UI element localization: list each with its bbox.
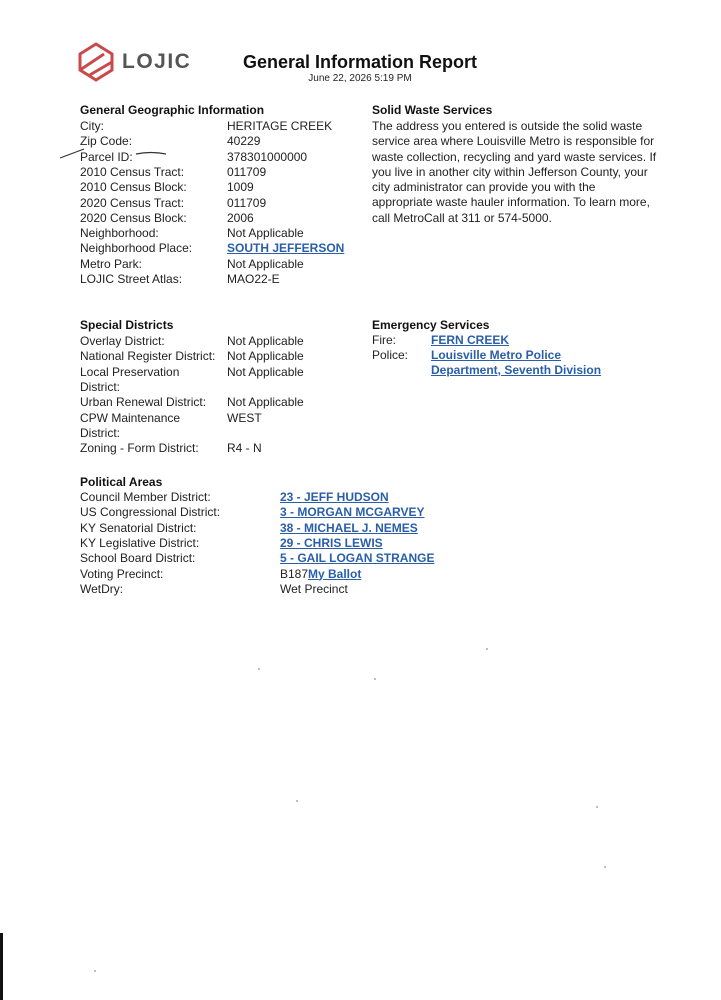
geo-row-value: MAO22-E <box>227 272 280 286</box>
geo-row-label: Neighborhood: <box>80 226 159 241</box>
geo-row-label: 2010 Census Block: <box>80 180 187 195</box>
geo-row-value: HERITAGE CREEK <box>227 119 333 133</box>
geographic-section-title: General Geographic Information <box>80 103 265 117</box>
scan-speck <box>94 970 96 972</box>
logo-text: LOJIC <box>122 50 192 73</box>
scan-speck <box>296 800 298 802</box>
political-row-link[interactable]: 38 - MICHAEL J. NEMES <box>280 520 418 535</box>
lojic-logo-icon <box>76 40 116 84</box>
political-areas-title: Political Areas <box>80 475 163 489</box>
geo-row-value: 2006 <box>227 210 254 225</box>
solid-waste-line: city administrator can provide you with the <box>372 180 596 195</box>
special-row-value: WEST <box>227 410 262 425</box>
political-row-label: US Congressional District: <box>80 505 221 520</box>
scan-speck <box>596 806 598 808</box>
report-title: General Information Report <box>242 52 478 72</box>
geo-row-link[interactable]: SOUTH JEFFERSON <box>227 241 345 256</box>
solid-waste-line: appropriate waste hauler information. To learn more, <box>372 195 650 210</box>
geo-row-label: 2020 Census Tract: <box>80 195 185 210</box>
special-row-value: R4 - N <box>227 441 262 456</box>
geo-row-value: Not Applicable <box>227 226 304 241</box>
special-row-value: Not Applicable <box>227 364 304 379</box>
scan-speck <box>374 678 376 680</box>
scan-speck <box>258 668 260 670</box>
fire-label: Fire: <box>372 333 396 347</box>
geo-row-label: Metro Park: <box>80 256 143 271</box>
scan-speck <box>604 866 606 868</box>
geo-row-label: Neighborhood Place: <box>80 241 193 256</box>
solid-waste-line: call MetroCall at 311 or 574-5000. <box>372 210 552 225</box>
special-row-label: Overlay District: <box>80 334 165 348</box>
pen-mark <box>58 146 168 162</box>
political-row-label: WetDry: <box>80 581 124 596</box>
political-row-prefix: B187 <box>280 566 309 581</box>
solid-waste-title: Solid Waste Services <box>372 103 493 117</box>
special-row-label: National Register District: <box>80 349 216 364</box>
geo-row-value: 40229 <box>227 134 261 149</box>
special-row-label: Zoning - Form District: <box>80 441 199 456</box>
geo-row-label: 2020 Census Block: <box>80 210 187 225</box>
political-row-label: KY Legislative District: <box>80 535 200 550</box>
geo-row-label: City: <box>80 119 104 133</box>
solid-waste-line: waste collection, recycling and yard waste services. If <box>372 149 657 164</box>
geo-row-value: 011709 <box>227 164 267 179</box>
geo-row-value: Not Applicable <box>227 256 304 271</box>
solid-waste-line: service area where Louisville Metro is responsible for <box>372 134 655 149</box>
solid-waste-line: The address you entered is outside the solid waste <box>372 119 643 133</box>
political-row-label: School Board District: <box>80 551 196 566</box>
special-row-label: Urban Renewal District: <box>80 395 207 410</box>
political-row-label: KY Senatorial District: <box>80 520 197 535</box>
special-row-value: Not Applicable <box>227 395 304 410</box>
special-row-label: District: <box>80 379 120 394</box>
geo-row-value: 378301000000 <box>227 149 308 164</box>
special-row-value: Not Applicable <box>227 334 304 348</box>
emergency-services-title: Emergency Services <box>372 318 490 332</box>
special-row-label: District: <box>80 425 120 440</box>
geo-row-label: 2010 Census Tract: <box>80 164 185 179</box>
special-districts-title: Special Districts <box>80 318 174 332</box>
scan-edge <box>0 933 3 1000</box>
special-row-label: Local Preservation <box>80 364 180 379</box>
political-row-link[interactable]: 5 - GAIL LOGAN STRANGE <box>280 551 435 566</box>
geo-row-value: 011709 <box>227 195 267 210</box>
special-row-value: Not Applicable <box>227 349 304 364</box>
political-row-label: Council Member District: <box>80 490 211 504</box>
geo-row-label: LOJIC Street Atlas: <box>80 272 183 286</box>
geo-row-label: Parcel ID: <box>80 149 133 164</box>
scan-speck <box>486 648 488 650</box>
political-row-link[interactable]: 23 - JEFF HUDSON <box>280 490 389 504</box>
special-row-label: CPW Maintenance <box>80 410 181 425</box>
police-link-line-2[interactable]: Department, Seventh Division <box>431 363 602 377</box>
report-date: June 22, 2026 5:19 PM <box>308 73 412 84</box>
geo-row-label: Zip Code: <box>80 134 133 149</box>
solid-waste-text <box>372 119 662 226</box>
lojic-logo <box>76 40 216 84</box>
geo-row-value: 1009 <box>227 180 254 195</box>
political-row-link[interactable]: 3 - MORGAN MCGARVEY <box>280 505 425 520</box>
political-row-label: Voting Precinct: <box>80 566 164 581</box>
fire-link[interactable]: FERN CREEK <box>431 333 510 347</box>
police-label: Police: <box>372 348 409 362</box>
political-row-link[interactable]: 29 - CHRIS LEWIS <box>280 535 383 550</box>
police-link-line-1[interactable]: Louisville Metro Police <box>431 348 562 362</box>
political-row-value: Wet Precinct <box>280 581 348 596</box>
political-row-link[interactable]: My Ballot <box>308 566 362 581</box>
solid-waste-line: you live in another city within Jefferson County, your <box>372 164 648 179</box>
